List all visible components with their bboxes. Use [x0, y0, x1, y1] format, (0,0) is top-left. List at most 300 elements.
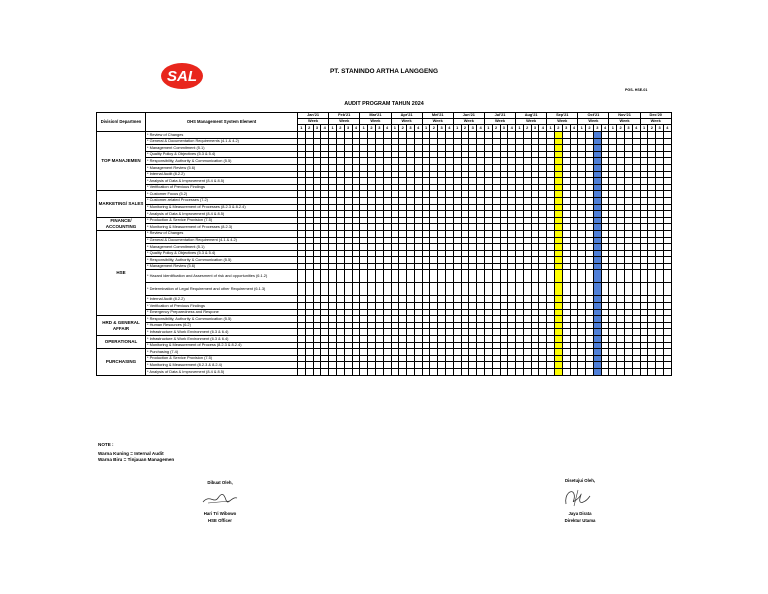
- schedule-cell: [477, 244, 485, 251]
- element-cell: * Monitoring & Measurement of Processes (8.2.3 & 8.2.4): [146, 204, 298, 211]
- schedule-cell: [414, 250, 422, 257]
- element-cell: * Customer-related Processes (7.2): [146, 197, 298, 204]
- schedule-cell: [321, 296, 329, 303]
- schedule-cell: [663, 336, 671, 343]
- schedule-cell: [500, 316, 508, 323]
- schedule-cell: [516, 296, 524, 303]
- schedule-cell: [656, 171, 664, 178]
- schedule-cell: [438, 257, 446, 264]
- schedule-cell: [484, 283, 492, 296]
- schedule-cell: [640, 230, 648, 237]
- schedule-cell: [445, 303, 453, 310]
- schedule-cell: [383, 309, 391, 316]
- schedule-cell: [422, 362, 430, 369]
- schedule-cell: [531, 257, 539, 264]
- schedule-cell: [640, 263, 648, 270]
- schedule-cell: [625, 138, 633, 145]
- schedule-cell: [383, 349, 391, 356]
- schedule-cell: [375, 145, 383, 152]
- week-number: 2: [586, 125, 594, 132]
- schedule-cell: [313, 369, 321, 376]
- schedule-cell: [383, 158, 391, 165]
- note-yellow: Warna Kuning = Internal Audit: [98, 450, 164, 456]
- schedule-cell: [407, 178, 415, 185]
- schedule-cell: [430, 230, 438, 237]
- schedule-cell: [500, 329, 508, 336]
- schedule-cell: [344, 309, 352, 316]
- schedule-cell: [407, 283, 415, 296]
- schedule-cell: [547, 316, 555, 323]
- schedule-cell: [640, 322, 648, 329]
- schedule-cell: [593, 191, 601, 198]
- schedule-cell: [461, 224, 469, 231]
- table-header: [97, 113, 672, 132]
- element-cell: * Production & Service Provision (7.5): [146, 217, 298, 224]
- schedule-cell: [469, 237, 477, 244]
- schedule-cell: [656, 145, 664, 152]
- schedule-cell: [375, 164, 383, 171]
- schedule-cell: [516, 342, 524, 349]
- schedule-cell: [453, 349, 461, 356]
- schedule-cell: [523, 145, 531, 152]
- schedule-cell: [407, 184, 415, 191]
- schedule-cell: [554, 217, 562, 224]
- schedule-cell: [430, 257, 438, 264]
- schedule-cell: [321, 309, 329, 316]
- schedule-cell: [368, 151, 376, 158]
- schedule-cell: [469, 244, 477, 251]
- schedule-cell: [523, 257, 531, 264]
- schedule-cell: [492, 158, 500, 165]
- approved-by-name-block: [540, 511, 620, 524]
- schedule-cell: [453, 191, 461, 198]
- schedule-cell: [593, 270, 601, 283]
- schedule-cell: [601, 191, 609, 198]
- schedule-cell: [648, 164, 656, 171]
- schedule-cell: [336, 191, 344, 198]
- schedule-cell: [391, 257, 399, 264]
- schedule-cell: [438, 303, 446, 310]
- schedule-cell: [625, 178, 633, 185]
- schedule-cell: [593, 355, 601, 362]
- schedule-cell: [461, 230, 469, 237]
- schedule-cell: [399, 217, 407, 224]
- schedule-cell: [508, 349, 516, 356]
- schedule-cell: [407, 322, 415, 329]
- schedule-cell: [430, 270, 438, 283]
- schedule-cell: [453, 197, 461, 204]
- schedule-cell: [313, 296, 321, 303]
- schedule-cell: [500, 145, 508, 152]
- schedule-cell: [593, 204, 601, 211]
- schedule-cell: [430, 362, 438, 369]
- table-row: [97, 151, 672, 158]
- schedule-cell: [430, 158, 438, 165]
- schedule-cell: [375, 191, 383, 198]
- schedule-cell: [391, 132, 399, 139]
- schedule-cell: [453, 237, 461, 244]
- schedule-cell: [500, 355, 508, 362]
- schedule-cell: [383, 270, 391, 283]
- schedule-cell: [399, 309, 407, 316]
- schedule-cell: [414, 237, 422, 244]
- schedule-cell: [414, 197, 422, 204]
- schedule-cell: [578, 296, 586, 303]
- schedule-cell: [438, 145, 446, 152]
- schedule-cell: [305, 132, 313, 139]
- month-header: Sep'21: [547, 113, 578, 119]
- week-label: Week: [516, 119, 547, 125]
- schedule-cell: [344, 283, 352, 296]
- schedule-cell: [329, 342, 337, 349]
- schedule-cell: [547, 270, 555, 283]
- schedule-cell: [593, 303, 601, 310]
- note-blue: Warna Biru = Tinjauan Managemen: [98, 457, 175, 462]
- schedule-cell: [438, 342, 446, 349]
- schedule-cell: [578, 355, 586, 362]
- schedule-cell: [298, 244, 306, 251]
- schedule-cell: [329, 230, 337, 237]
- schedule-cell: [640, 336, 648, 343]
- week-number: 2: [492, 125, 500, 132]
- schedule-cell: [407, 217, 415, 224]
- schedule-cell: [336, 164, 344, 171]
- schedule-cell: [523, 329, 531, 336]
- schedule-cell: [539, 250, 547, 257]
- schedule-cell: [407, 349, 415, 356]
- schedule-cell: [539, 224, 547, 231]
- schedule-cell: [539, 197, 547, 204]
- schedule-cell: [547, 171, 555, 178]
- schedule-cell: [539, 184, 547, 191]
- schedule-cell: [422, 250, 430, 257]
- schedule-cell: [570, 197, 578, 204]
- schedule-cell: [445, 204, 453, 211]
- schedule-cell: [368, 322, 376, 329]
- schedule-cell: [554, 250, 562, 257]
- schedule-cell: [368, 224, 376, 231]
- schedule-cell: [329, 296, 337, 303]
- schedule-cell: [422, 263, 430, 270]
- schedule-cell: [399, 283, 407, 296]
- schedule-cell: [422, 211, 430, 218]
- schedule-cell: [562, 309, 570, 316]
- schedule-cell: [586, 355, 594, 362]
- schedule-cell: [663, 270, 671, 283]
- schedule-cell: [391, 336, 399, 343]
- schedule-cell: [640, 184, 648, 191]
- schedule-cell: [617, 250, 625, 257]
- schedule-cell: [399, 270, 407, 283]
- schedule-cell: [625, 355, 633, 362]
- schedule-cell: [383, 296, 391, 303]
- schedule-cell: [344, 322, 352, 329]
- week-number: 3: [407, 125, 415, 132]
- schedule-cell: [422, 132, 430, 139]
- schedule-cell: [461, 349, 469, 356]
- schedule-cell: [570, 270, 578, 283]
- schedule-cell: [539, 158, 547, 165]
- schedule-cell: [321, 151, 329, 158]
- schedule-cell: [617, 342, 625, 349]
- schedule-cell: [329, 184, 337, 191]
- schedule-cell: [360, 191, 368, 198]
- schedule-cell: [352, 257, 360, 264]
- schedule-cell: [399, 349, 407, 356]
- schedule-cell: [523, 309, 531, 316]
- schedule-cell: [625, 145, 633, 152]
- schedule-cell: [453, 342, 461, 349]
- schedule-cell: [609, 263, 617, 270]
- schedule-cell: [305, 237, 313, 244]
- schedule-cell: [422, 237, 430, 244]
- schedule-cell: [305, 217, 313, 224]
- schedule-cell: [656, 342, 664, 349]
- schedule-cell: [609, 184, 617, 191]
- schedule-cell: [422, 151, 430, 158]
- schedule-cell: [562, 217, 570, 224]
- schedule-cell: [632, 132, 640, 139]
- schedule-cell: [313, 322, 321, 329]
- schedule-cell: [516, 349, 524, 356]
- schedule-cell: [414, 296, 422, 303]
- schedule-cell: [663, 138, 671, 145]
- element-cell: * Emergency Preparedness and Respone: [146, 309, 298, 316]
- schedule-cell: [344, 184, 352, 191]
- schedule-cell: [586, 369, 594, 376]
- schedule-cell: [601, 158, 609, 165]
- schedule-cell: [609, 283, 617, 296]
- schedule-cell: [531, 138, 539, 145]
- schedule-cell: [336, 211, 344, 218]
- schedule-cell: [298, 303, 306, 310]
- schedule-cell: [609, 322, 617, 329]
- schedule-cell: [445, 355, 453, 362]
- schedule-cell: [508, 132, 516, 139]
- schedule-cell: [336, 369, 344, 376]
- schedule-cell: [632, 151, 640, 158]
- schedule-cell: [445, 250, 453, 257]
- schedule-cell: [469, 336, 477, 343]
- schedule-cell: [422, 178, 430, 185]
- schedule-cell: [329, 158, 337, 165]
- schedule-cell: [329, 191, 337, 198]
- schedule-cell: [407, 204, 415, 211]
- schedule-cell: [414, 316, 422, 323]
- schedule-cell: [593, 257, 601, 264]
- schedule-cell: [375, 309, 383, 316]
- schedule-cell: [570, 263, 578, 270]
- schedule-cell: [609, 250, 617, 257]
- schedule-cell: [586, 362, 594, 369]
- schedule-cell: [383, 369, 391, 376]
- schedule-cell: [399, 204, 407, 211]
- element-cell: * Hazard identification and Assesment of risk and opportunities (6.1.2): [146, 270, 298, 283]
- schedule-cell: [500, 250, 508, 257]
- schedule-cell: [445, 211, 453, 218]
- month-header: Mei'21: [422, 113, 453, 119]
- schedule-cell: [407, 369, 415, 376]
- schedule-cell: [648, 171, 656, 178]
- schedule-cell: [453, 303, 461, 310]
- schedule-cell: [492, 217, 500, 224]
- schedule-cell: [321, 224, 329, 231]
- schedule-cell: [656, 309, 664, 316]
- schedule-cell: [344, 230, 352, 237]
- schedule-cell: [578, 230, 586, 237]
- schedule-cell: [383, 322, 391, 329]
- schedule-cell: [663, 369, 671, 376]
- schedule-cell: [554, 322, 562, 329]
- schedule-cell: [391, 342, 399, 349]
- schedule-cell: [554, 145, 562, 152]
- schedule-cell: [445, 342, 453, 349]
- schedule-cell: [656, 230, 664, 237]
- schedule-cell: [438, 158, 446, 165]
- schedule-cell: [578, 158, 586, 165]
- schedule-cell: [500, 230, 508, 237]
- week-number: 1: [453, 125, 461, 132]
- schedule-cell: [422, 217, 430, 224]
- schedule-cell: [298, 211, 306, 218]
- schedule-cell: [656, 349, 664, 356]
- schedule-cell: [469, 355, 477, 362]
- schedule-cell: [407, 362, 415, 369]
- schedule-cell: [469, 184, 477, 191]
- schedule-cell: [391, 197, 399, 204]
- table-row: [97, 309, 672, 316]
- schedule-cell: [461, 211, 469, 218]
- schedule-cell: [617, 132, 625, 139]
- schedule-cell: [625, 171, 633, 178]
- schedule-cell: [593, 283, 601, 296]
- schedule-cell: [414, 309, 422, 316]
- schedule-cell: [360, 322, 368, 329]
- schedule-cell: [422, 296, 430, 303]
- week-number: 2: [305, 125, 313, 132]
- schedule-cell: [547, 138, 555, 145]
- month-header: Jun'21: [453, 113, 484, 119]
- schedule-cell: [298, 263, 306, 270]
- week-number: 1: [609, 125, 617, 132]
- schedule-cell: [484, 250, 492, 257]
- schedule-cell: [531, 132, 539, 139]
- schedule-cell: [414, 362, 422, 369]
- schedule-cell: [329, 336, 337, 343]
- schedule-cell: [298, 296, 306, 303]
- schedule-cell: [547, 145, 555, 152]
- week-number: 1: [516, 125, 524, 132]
- schedule-cell: [438, 178, 446, 185]
- schedule-cell: [360, 283, 368, 296]
- schedule-cell: [461, 329, 469, 336]
- schedule-cell: [500, 296, 508, 303]
- schedule-cell: [593, 336, 601, 343]
- schedule-cell: [531, 217, 539, 224]
- schedule-cell: [422, 270, 430, 283]
- schedule-cell: [438, 369, 446, 376]
- schedule-cell: [453, 283, 461, 296]
- schedule-cell: [414, 171, 422, 178]
- schedule-cell: [640, 316, 648, 323]
- schedule-cell: [375, 316, 383, 323]
- schedule-cell: [422, 329, 430, 336]
- schedule-cell: [336, 178, 344, 185]
- schedule-cell: [445, 224, 453, 231]
- schedule-cell: [508, 270, 516, 283]
- schedule-cell: [523, 336, 531, 343]
- schedule-cell: [578, 197, 586, 204]
- schedule-cell: [368, 237, 376, 244]
- schedule-cell: [321, 329, 329, 336]
- schedule-cell: [648, 309, 656, 316]
- schedule-cell: [484, 211, 492, 218]
- schedule-cell: [399, 164, 407, 171]
- schedule-cell: [601, 230, 609, 237]
- schedule-cell: [383, 283, 391, 296]
- schedule-cell: [632, 211, 640, 218]
- schedule-cell: [586, 184, 594, 191]
- element-cell: * Infrastructure & Work Environment (6.3 & 6.4): [146, 336, 298, 343]
- schedule-cell: [570, 145, 578, 152]
- schedule-cell: [360, 270, 368, 283]
- schedule-cell: [500, 138, 508, 145]
- schedule-cell: [484, 217, 492, 224]
- schedule-cell: [422, 158, 430, 165]
- schedule-cell: [383, 191, 391, 198]
- schedule-cell: [344, 362, 352, 369]
- schedule-cell: [632, 316, 640, 323]
- schedule-cell: [562, 164, 570, 171]
- prepared-signature: [200, 490, 240, 506]
- schedule-cell: [321, 257, 329, 264]
- schedule-cell: [461, 184, 469, 191]
- schedule-cell: [360, 158, 368, 165]
- schedule-cell: [640, 342, 648, 349]
- schedule-cell: [663, 171, 671, 178]
- week-number: 4: [477, 125, 485, 132]
- schedule-cell: [407, 296, 415, 303]
- schedule-cell: [391, 145, 399, 152]
- schedule-cell: [578, 145, 586, 152]
- week-number: 4: [632, 125, 640, 132]
- week-number: 1: [640, 125, 648, 132]
- schedule-cell: [500, 132, 508, 139]
- schedule-cell: [477, 349, 485, 356]
- schedule-cell: [445, 336, 453, 343]
- schedule-cell: [531, 158, 539, 165]
- schedule-cell: [329, 164, 337, 171]
- week-number: 2: [368, 125, 376, 132]
- schedule-cell: [648, 244, 656, 251]
- week-number: 2: [648, 125, 656, 132]
- schedule-cell: [508, 362, 516, 369]
- week-number: 2: [336, 125, 344, 132]
- schedule-cell: [484, 316, 492, 323]
- schedule-cell: [329, 197, 337, 204]
- schedule-cell: [329, 171, 337, 178]
- company-logo: [160, 62, 204, 90]
- week-number: 4: [663, 125, 671, 132]
- schedule-cell: [453, 362, 461, 369]
- table-row: [97, 145, 672, 152]
- schedule-cell: [375, 217, 383, 224]
- schedule-cell: [336, 303, 344, 310]
- schedule-cell: [477, 270, 485, 283]
- schedule-cell: [508, 217, 516, 224]
- schedule-cell: [298, 369, 306, 376]
- schedule-cell: [352, 296, 360, 303]
